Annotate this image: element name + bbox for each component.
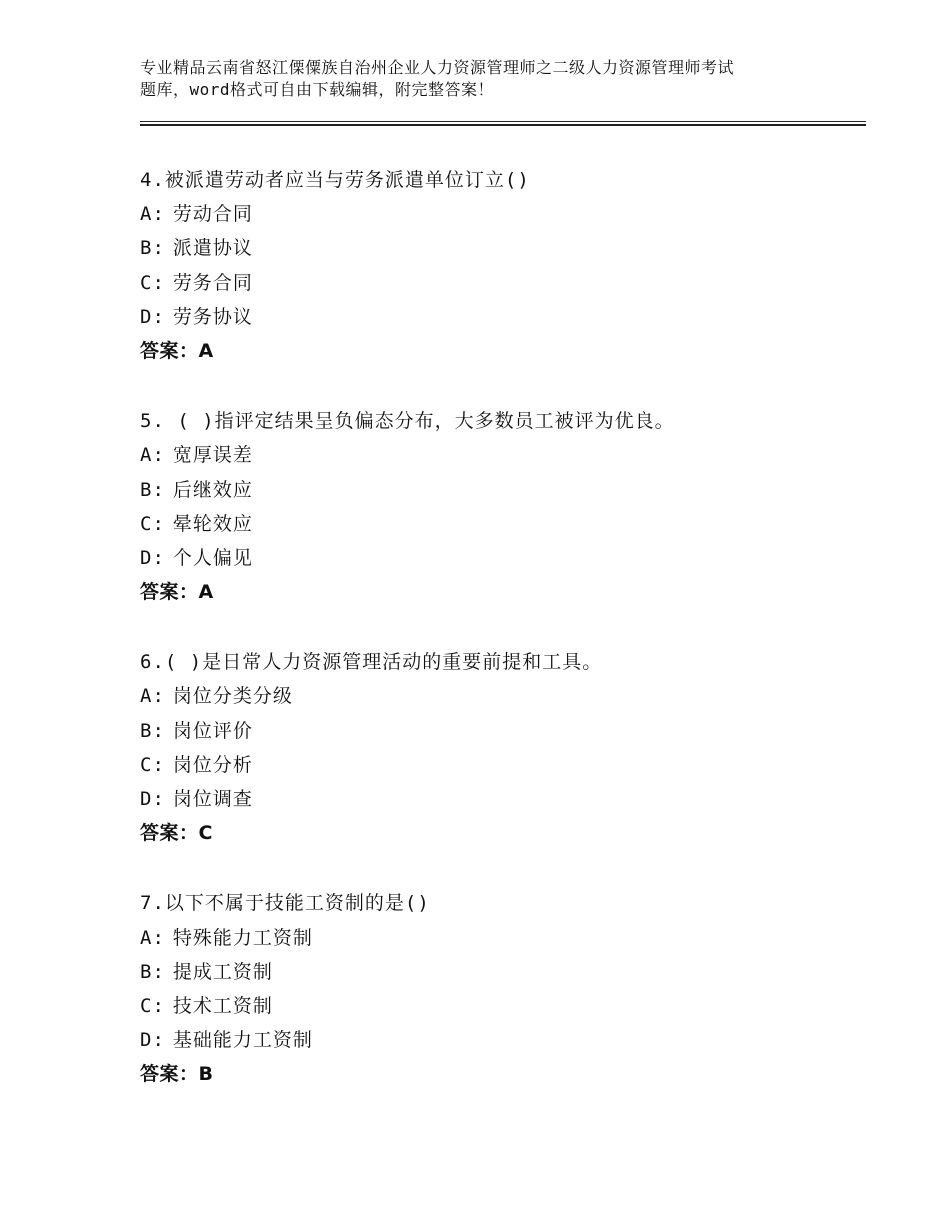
option-c — [140, 266, 860, 300]
question-stem: 7.以下不属于技能工资制的是() — [140, 892, 430, 915]
option-text: 特殊能力工资制 — [172, 926, 313, 949]
option-text: 个人偏见 — [172, 546, 253, 569]
option-text: 基础能力工资制 — [172, 1029, 313, 1052]
option-letter: B: — [140, 237, 165, 260]
option-letter: C: — [140, 271, 165, 294]
answer-line: 答案：C — [140, 822, 213, 845]
option-letter: B: — [140, 478, 165, 501]
option-letter: A: — [140, 926, 165, 949]
question-stem: 4.被派遣劳动者应当与劳务派遣单位订立() — [140, 169, 530, 191]
option-text: 岗位评价 — [172, 719, 253, 742]
option-d — [140, 300, 860, 334]
option-letter: D: — [140, 305, 165, 328]
header-divider-thin — [140, 121, 866, 122]
option-a — [140, 679, 860, 713]
question-list — [140, 163, 860, 1128]
option-text: 提成工资制 — [172, 960, 273, 983]
option-b — [140, 231, 860, 265]
option-text: 技术工资制 — [172, 994, 273, 1017]
option-text: 劳动合同 — [172, 203, 253, 226]
option-b — [140, 714, 860, 748]
option-b — [140, 473, 860, 507]
option-letter: B: — [140, 719, 165, 742]
option-letter: A: — [140, 203, 165, 226]
option-c — [140, 989, 860, 1023]
option-d — [140, 782, 860, 816]
option-letter: D: — [140, 1029, 165, 1052]
option-letter: C: — [140, 994, 165, 1017]
option-d — [140, 541, 860, 575]
question-stem: 6.( )是日常人力资源管理活动的重要前提和工具。 — [140, 651, 603, 674]
answer-line: 答案：A — [140, 339, 214, 362]
answer-line: 答案：A — [140, 581, 214, 604]
header-title-line-2: 题库，word格式可自由下载编辑，附完整答案！ — [140, 80, 495, 99]
header-divider-thick — [140, 124, 866, 126]
option-text: 晕轮效应 — [172, 512, 253, 535]
option-text: 岗位调查 — [172, 788, 253, 810]
option-text: 劳务协议 — [172, 305, 253, 328]
question-item — [140, 163, 860, 368]
header-title-line-1: 专业精品云南省怒江傈僳族自治州企业人力资源管理师之二级人力资源管理师考试 — [140, 58, 735, 77]
option-letter: A: — [140, 444, 165, 467]
option-letter: D: — [140, 788, 165, 810]
question-stem: 5. ( )指评定结果呈负偏态分布，大多数员工被评为优良。 — [140, 410, 675, 433]
option-d — [140, 1023, 860, 1057]
option-text: 派遣协议 — [172, 237, 253, 260]
question-item — [140, 886, 860, 1091]
option-text: 岗位分析 — [172, 753, 253, 776]
option-text: 岗位分类分级 — [172, 685, 293, 708]
question-item — [140, 645, 860, 850]
option-a — [140, 438, 860, 472]
option-text: 宽厚误差 — [172, 444, 253, 467]
option-text: 后继效应 — [172, 478, 253, 501]
option-c — [140, 507, 860, 541]
option-letter: A: — [140, 685, 165, 708]
option-letter: D: — [140, 546, 165, 569]
option-a — [140, 921, 860, 955]
question-item — [140, 404, 860, 609]
option-a — [140, 197, 860, 231]
document-header — [140, 57, 830, 101]
option-letter: B: — [140, 960, 165, 983]
option-c — [140, 748, 860, 782]
answer-line: 答案：B — [140, 1063, 214, 1086]
option-b — [140, 955, 860, 989]
option-letter: C: — [140, 753, 165, 776]
option-text: 劳务合同 — [172, 271, 253, 294]
option-letter: C: — [140, 512, 165, 535]
